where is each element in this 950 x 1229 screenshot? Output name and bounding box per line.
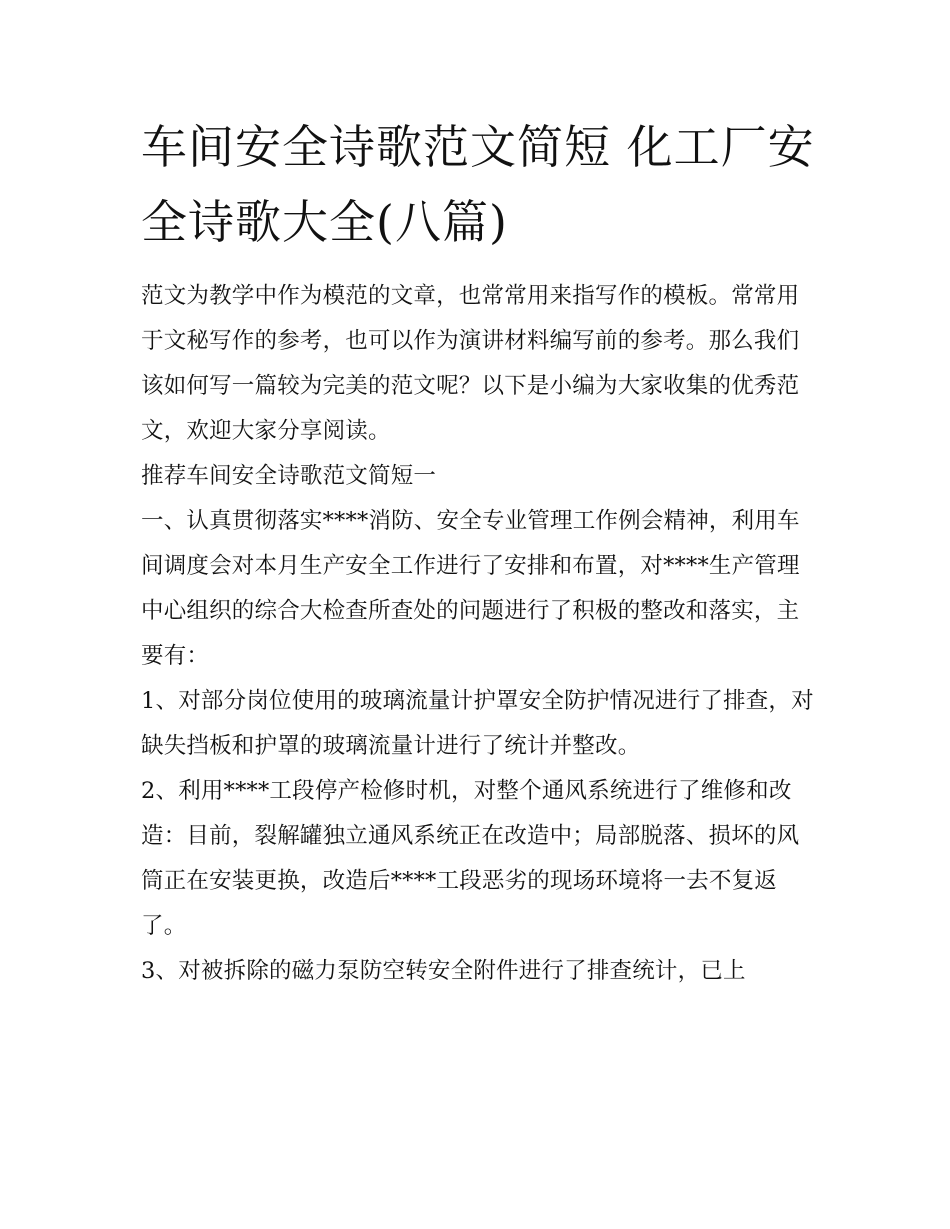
list-item-1: 1、对部分岗位使用的玻璃流量计护罩安全防护情况进行了排查，对缺失挡板和护罩的玻璃流量计进行了统计并整改。 bbox=[141, 688, 814, 759]
section-heading: 推荐车间安全诗歌范文简短一 bbox=[141, 463, 437, 489]
list-item-3: 3、对被拆除的磁力泵防空转安全附件进行了排查统计，已上 bbox=[141, 958, 746, 984]
intro-paragraph: 范文为教学中作为模范的文章，也常常用来指写作的模板。常常用于文秘写作的参考，也可以作为演讲材料编写前的参考。那么我们该如何写一篇较为完美的范文呢？以下是小编为大家收集的优秀范文，欢迎大家分享阅读。 bbox=[141, 283, 800, 444]
body-paragraph: 一、认真贯彻落实****消防、安全专业管理工作例会精神，利用车间调度会对本月生产安全工作进行了安排和布置，对****生产管理中心组织的综合大检查所查处的问题进行了积极的整改和落实，主要有： bbox=[141, 508, 800, 669]
list-item-2: 2、利用****工段停产检修时机，对整个通风系统进行了维修和改造：目前，裂解罐独立通风系统正在改造中；局部脱落、损坏的风筒正在安装更换，改造后****工段恶劣的现场环境将一去不复返了。 bbox=[141, 778, 800, 939]
document-page bbox=[141, 110, 816, 994]
document-title: 车间安全诗歌范文简短 化工厂安全诗歌大全(八篇) bbox=[141, 120, 815, 249]
document-body bbox=[141, 274, 816, 994]
